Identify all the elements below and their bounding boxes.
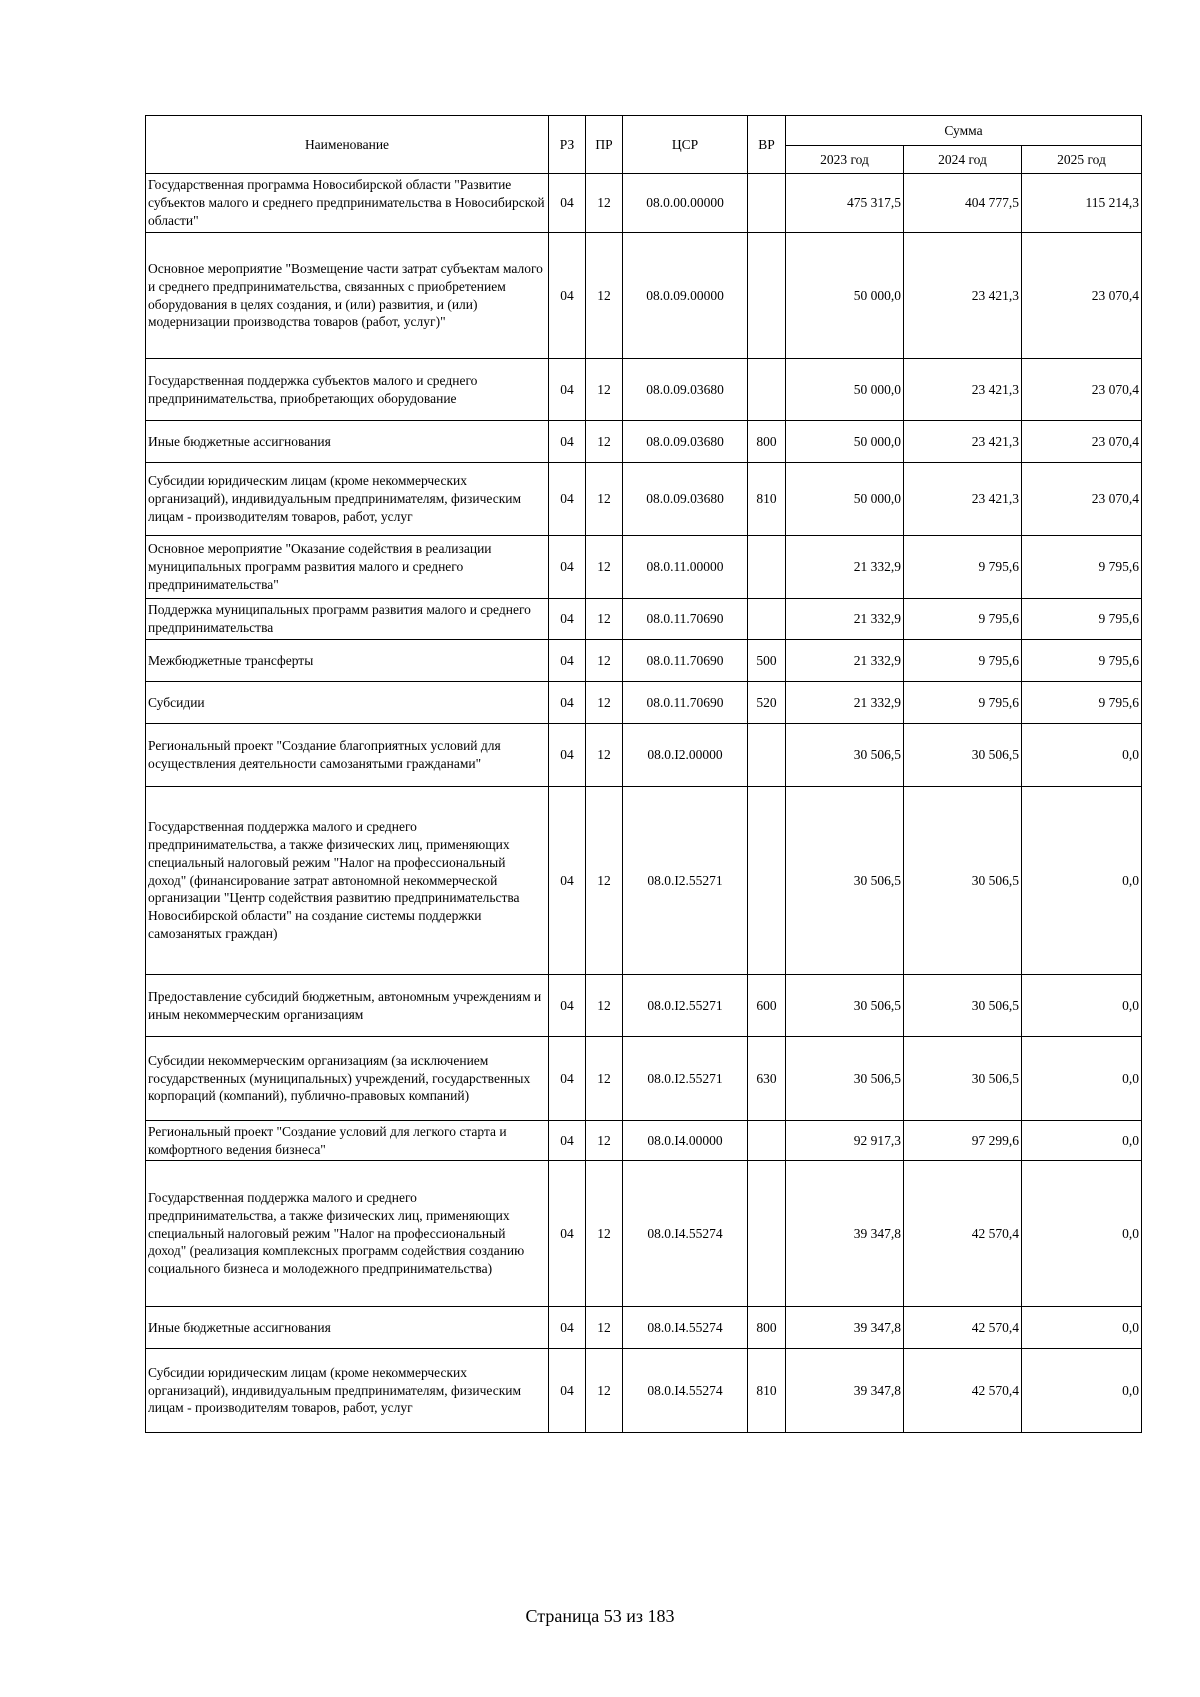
header-csr: ЦСР xyxy=(623,116,748,174)
row-sum-2025: 23 070,4 xyxy=(1022,359,1142,421)
table-row xyxy=(146,421,1142,463)
row-sum-2023: 475 317,5 xyxy=(786,174,904,233)
row-pr: 12 xyxy=(586,1349,623,1433)
row-pr: 12 xyxy=(586,174,623,233)
table-row xyxy=(146,1307,1142,1349)
row-rz: 04 xyxy=(549,421,586,463)
row-pr: 12 xyxy=(586,1121,623,1161)
row-pr: 12 xyxy=(586,787,623,975)
row-pr: 12 xyxy=(586,463,623,536)
row-sum-2023: 21 332,9 xyxy=(786,599,904,640)
budget-table xyxy=(145,115,1142,1433)
row-pr: 12 xyxy=(586,975,623,1037)
table-row xyxy=(146,233,1142,359)
row-csr: 08.0.09.03680 xyxy=(623,359,748,421)
row-rz: 04 xyxy=(549,1349,586,1433)
header-year-2025: 2025 год xyxy=(1022,146,1142,174)
row-csr: 08.0.11.00000 xyxy=(623,536,748,599)
table-row xyxy=(146,682,1142,724)
row-rz: 04 xyxy=(549,640,586,682)
row-sum-2024: 30 506,5 xyxy=(904,724,1022,787)
row-vr: 600 xyxy=(748,975,786,1037)
row-name: Региональный проект "Создание благоприятных условий для осуществления деятельности самозанятыми гражданами" xyxy=(146,724,549,787)
row-csr: 08.0.I4.00000 xyxy=(623,1121,748,1161)
row-pr: 12 xyxy=(586,421,623,463)
row-vr: 500 xyxy=(748,640,786,682)
row-sum-2024: 42 570,4 xyxy=(904,1307,1022,1349)
table-row xyxy=(146,1121,1142,1161)
header-vr: ВР xyxy=(748,116,786,174)
row-pr: 12 xyxy=(586,640,623,682)
row-vr: 810 xyxy=(748,463,786,536)
row-name: Субсидии некоммерческим организациям (за исключением государственных (муниципальных) учреждений, государственных корпораций (компаний), публично-правовых компаний) xyxy=(146,1037,549,1121)
row-sum-2025: 0,0 xyxy=(1022,724,1142,787)
row-sum-2025: 23 070,4 xyxy=(1022,421,1142,463)
row-pr: 12 xyxy=(586,599,623,640)
header-pr: ПР xyxy=(586,116,623,174)
row-csr: 08.0.11.70690 xyxy=(623,640,748,682)
row-name: Государственная поддержка малого и среднего предпринимательства, а также физических лиц, применяющих специальный налоговый режим "Налог на профессиональный доход" (финансирование затрат автономной некоммерческой организации "Центр содействия развитию предпринимательства Новосибирской области" на создание системы поддержки самозанятых граждан) xyxy=(146,787,549,975)
header-rz: РЗ xyxy=(549,116,586,174)
header-name: Наименование xyxy=(146,116,549,174)
row-pr: 12 xyxy=(586,724,623,787)
table-row xyxy=(146,724,1142,787)
row-rz: 04 xyxy=(549,599,586,640)
row-vr: 800 xyxy=(748,421,786,463)
row-csr: 08.0.I4.55274 xyxy=(623,1307,748,1349)
row-sum-2023: 39 347,8 xyxy=(786,1307,904,1349)
row-sum-2025: 0,0 xyxy=(1022,1161,1142,1307)
row-vr xyxy=(748,174,786,233)
table-row xyxy=(146,463,1142,536)
row-name: Государственная поддержка малого и среднего предпринимательства, а также физических лиц, применяющих специальный налоговый режим "Налог на профессиональный доход" (реализация комплексных программ содействия созданию социального бизнеса и молодежного предпринимательства) xyxy=(146,1161,549,1307)
row-csr: 08.0.I4.55274 xyxy=(623,1161,748,1307)
row-sum-2023: 92 917,3 xyxy=(786,1121,904,1161)
row-rz: 04 xyxy=(549,1037,586,1121)
row-sum-2024: 30 506,5 xyxy=(904,1037,1022,1121)
row-vr xyxy=(748,233,786,359)
row-csr: 08.0.I2.55271 xyxy=(623,975,748,1037)
row-sum-2024: 9 795,6 xyxy=(904,682,1022,724)
row-rz: 04 xyxy=(549,463,586,536)
row-rz: 04 xyxy=(549,1161,586,1307)
row-sum-2024: 30 506,5 xyxy=(904,787,1022,975)
row-csr: 08.0.I4.55274 xyxy=(623,1349,748,1433)
row-vr xyxy=(748,787,786,975)
row-pr: 12 xyxy=(586,359,623,421)
row-name: Государственная программа Новосибирской области "Развитие субъектов малого и среднего предпринимательства в Новосибирской области" xyxy=(146,174,549,233)
row-pr: 12 xyxy=(586,1037,623,1121)
header-year-2024: 2024 год xyxy=(904,146,1022,174)
row-sum-2025: 9 795,6 xyxy=(1022,536,1142,599)
row-vr: 630 xyxy=(748,1037,786,1121)
row-sum-2023: 50 000,0 xyxy=(786,421,904,463)
row-sum-2025: 0,0 xyxy=(1022,1307,1142,1349)
row-vr: 810 xyxy=(748,1349,786,1433)
table-row xyxy=(146,599,1142,640)
row-sum-2025: 115 214,3 xyxy=(1022,174,1142,233)
row-sum-2025: 23 070,4 xyxy=(1022,233,1142,359)
row-sum-2023: 30 506,5 xyxy=(786,1037,904,1121)
row-csr: 08.0.11.70690 xyxy=(623,682,748,724)
row-vr xyxy=(748,1121,786,1161)
row-pr: 12 xyxy=(586,1161,623,1307)
row-sum-2023: 30 506,5 xyxy=(786,724,904,787)
row-sum-2023: 50 000,0 xyxy=(786,233,904,359)
row-sum-2025: 9 795,6 xyxy=(1022,682,1142,724)
table-row xyxy=(146,1349,1142,1433)
row-sum-2023: 21 332,9 xyxy=(786,682,904,724)
row-vr xyxy=(748,1161,786,1307)
row-sum-2025: 0,0 xyxy=(1022,1121,1142,1161)
row-sum-2025: 0,0 xyxy=(1022,975,1142,1037)
row-csr: 08.0.09.03680 xyxy=(623,463,748,536)
row-sum-2025: 9 795,6 xyxy=(1022,599,1142,640)
row-name: Предоставление субсидий бюджетным, автономным учреждениям и иным некоммерческим организациям xyxy=(146,975,549,1037)
row-name: Региональный проект "Создание условий для легкого старта и комфортного ведения бизнеса" xyxy=(146,1121,549,1161)
row-sum-2023: 30 506,5 xyxy=(786,975,904,1037)
row-sum-2024: 23 421,3 xyxy=(904,359,1022,421)
row-name: Основное мероприятие "Возмещение части затрат субъектам малого и среднего предпринимательства, связанных с приобретением оборудования в целях создания, и (или) развития, и (или) модернизации производства товаров (работ, услуг)" xyxy=(146,233,549,359)
row-sum-2024: 42 570,4 xyxy=(904,1161,1022,1307)
row-csr: 08.0.I2.55271 xyxy=(623,1037,748,1121)
row-sum-2024: 23 421,3 xyxy=(904,463,1022,536)
row-pr: 12 xyxy=(586,682,623,724)
table-row xyxy=(146,536,1142,599)
row-sum-2024: 404 777,5 xyxy=(904,174,1022,233)
row-name: Иные бюджетные ассигнования xyxy=(146,421,549,463)
row-name: Государственная поддержка субъектов малого и среднего предпринимательства, приобретающих оборудование xyxy=(146,359,549,421)
table-row xyxy=(146,359,1142,421)
row-name: Межбюджетные трансферты xyxy=(146,640,549,682)
table-row xyxy=(146,1161,1142,1307)
row-vr xyxy=(748,724,786,787)
row-name: Субсидии юридическим лицам (кроме некоммерческих организаций), индивидуальным предпринимателям, физическим лицам - производителям товаров, работ, услуг xyxy=(146,1349,549,1433)
table-row xyxy=(146,174,1142,233)
row-pr: 12 xyxy=(586,1307,623,1349)
row-sum-2025: 0,0 xyxy=(1022,787,1142,975)
row-sum-2025: 23 070,4 xyxy=(1022,463,1142,536)
header-year-2023: 2023 год xyxy=(786,146,904,174)
row-rz: 04 xyxy=(549,1307,586,1349)
row-sum-2023: 39 347,8 xyxy=(786,1349,904,1433)
row-sum-2024: 9 795,6 xyxy=(904,599,1022,640)
row-name: Поддержка муниципальных программ развития малого и среднего предпринимательства xyxy=(146,599,549,640)
row-sum-2023: 30 506,5 xyxy=(786,787,904,975)
row-csr: 08.0.09.00000 xyxy=(623,233,748,359)
table-row xyxy=(146,975,1142,1037)
row-csr: 08.0.09.03680 xyxy=(623,421,748,463)
row-name: Иные бюджетные ассигнования xyxy=(146,1307,549,1349)
row-csr: 08.0.I2.55271 xyxy=(623,787,748,975)
row-rz: 04 xyxy=(549,174,586,233)
row-sum-2025: 0,0 xyxy=(1022,1037,1142,1121)
row-vr xyxy=(748,536,786,599)
row-csr: 08.0.11.70690 xyxy=(623,599,748,640)
table-body xyxy=(146,174,1142,1433)
row-vr: 800 xyxy=(748,1307,786,1349)
row-name: Субсидии юридическим лицам (кроме некоммерческих организаций), индивидуальным предпринимателям, физическим лицам - производителям товаров, работ, услуг xyxy=(146,463,549,536)
row-sum-2024: 9 795,6 xyxy=(904,536,1022,599)
row-rz: 04 xyxy=(549,682,586,724)
row-sum-2025: 0,0 xyxy=(1022,1349,1142,1433)
row-rz: 04 xyxy=(549,1121,586,1161)
row-rz: 04 xyxy=(549,975,586,1037)
row-rz: 04 xyxy=(549,536,586,599)
row-sum-2024: 9 795,6 xyxy=(904,640,1022,682)
row-vr xyxy=(748,599,786,640)
table-row xyxy=(146,1037,1142,1121)
row-sum-2024: 42 570,4 xyxy=(904,1349,1022,1433)
row-sum-2025: 9 795,6 xyxy=(1022,640,1142,682)
row-vr: 520 xyxy=(748,682,786,724)
row-sum-2024: 97 299,6 xyxy=(904,1121,1022,1161)
row-sum-2023: 39 347,8 xyxy=(786,1161,904,1307)
row-csr: 08.0.00.00000 xyxy=(623,174,748,233)
row-name: Субсидии xyxy=(146,682,549,724)
row-sum-2023: 50 000,0 xyxy=(786,463,904,536)
row-sum-2023: 21 332,9 xyxy=(786,536,904,599)
row-pr: 12 xyxy=(586,536,623,599)
row-sum-2024: 30 506,5 xyxy=(904,975,1022,1037)
row-vr xyxy=(748,359,786,421)
header-sum: Сумма xyxy=(786,116,1142,146)
row-rz: 04 xyxy=(549,233,586,359)
row-sum-2024: 23 421,3 xyxy=(904,233,1022,359)
row-rz: 04 xyxy=(549,359,586,421)
row-sum-2023: 21 332,9 xyxy=(786,640,904,682)
table-row xyxy=(146,640,1142,682)
row-pr: 12 xyxy=(586,233,623,359)
row-rz: 04 xyxy=(549,724,586,787)
row-name: Основное мероприятие "Оказание содействия в реализации муниципальных программ развития малого и среднего предпринимательства" xyxy=(146,536,549,599)
row-sum-2023: 50 000,0 xyxy=(786,359,904,421)
page-number: Страница 53 из 183 xyxy=(525,1606,675,1626)
row-csr: 08.0.I2.00000 xyxy=(623,724,748,787)
row-rz: 04 xyxy=(549,787,586,975)
table-row xyxy=(146,787,1142,975)
row-sum-2024: 23 421,3 xyxy=(904,421,1022,463)
